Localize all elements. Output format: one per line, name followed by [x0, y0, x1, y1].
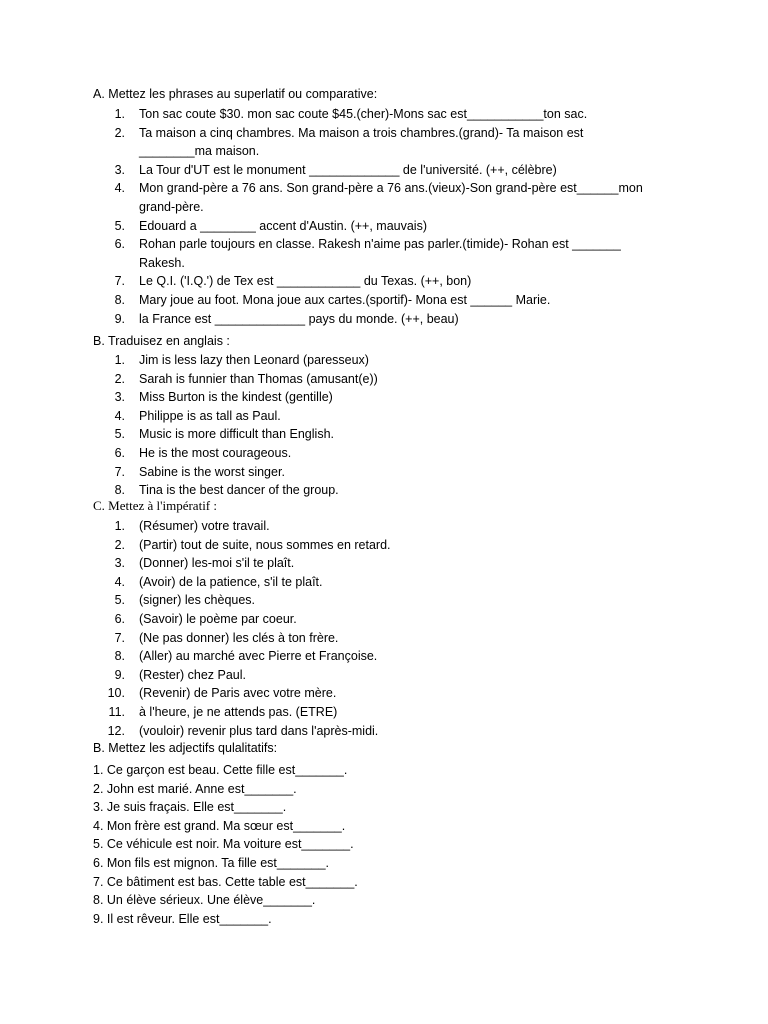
list-item: 4. Mon frère est grand. Ma sœur est_______. [93, 818, 346, 833]
item-text: (Savoir) le poème par coeur. [139, 611, 297, 626]
item-number: 7. [114, 464, 125, 479]
item-text: (Avoir) de la patience, s'il te plaît. [139, 574, 323, 589]
item-number: 6. [114, 445, 125, 460]
item-text: Ta maison a cinq chambres. Ma maison a trois chambres.(grand)- Ta maison est ________ma maison. [139, 125, 584, 159]
item-number: 2. [114, 125, 125, 140]
list-item: 1. Ce garçon est beau. Cette fille est_______. [93, 763, 348, 777]
list-item [0, 217, 768, 236]
item-text: (vouloir) revenir plus tard dans l'après-midi. [139, 723, 379, 738]
section-b-translate-list [0, 351, 768, 500]
item-number: 2. [114, 537, 125, 552]
list-item [0, 610, 768, 629]
item-text: (Donner) les-moi s'il te plaît. [139, 556, 295, 571]
item-text: (Partir) tout de suite, nous sommes en retard. [139, 537, 391, 552]
list-item [0, 291, 768, 310]
item-number: 1. [114, 107, 125, 121]
section-b-adjectives-list [93, 761, 358, 928]
list-item: 3. Je suis fraçais. Elle est_______. [93, 800, 287, 815]
item-text: Philippe is as tall as Paul. [139, 408, 281, 423]
item-number: 8. [114, 483, 125, 498]
item-number: 9. [114, 667, 125, 682]
item-number: 2. [114, 371, 125, 386]
list-item [0, 161, 768, 180]
item-number: 5. [114, 593, 125, 608]
list-item [0, 591, 768, 610]
item-text: (Résumer) votre travail. [139, 519, 270, 533]
item-text: (Revenir) de Paris avec votre mère. [139, 686, 337, 701]
list-item [0, 310, 768, 329]
item-number: 8. [114, 649, 125, 664]
list-item: 5. Ce véhicule est noir. Ma voiture est_______. [93, 837, 354, 852]
list-item [0, 444, 768, 463]
list-item [0, 179, 768, 216]
item-text: Miss Burton is the kindest (gentille) [139, 390, 333, 405]
item-number: 12. [107, 723, 125, 738]
list-item [0, 124, 768, 161]
item-text: la France est _____________ pays du monde. (++, beau) [139, 311, 459, 326]
list-item [0, 463, 768, 482]
item-text: Jim is less lazy then Leonard (paresseux) [139, 353, 369, 367]
section-b-translate-title: B. Traduisez en anglais : [93, 334, 230, 348]
item-number: 9. [114, 311, 125, 326]
item-text: Ton sac coute $30. mon sac coute $45.(cher)-Mons sac est___________ton sac. [139, 107, 588, 121]
item-number: 3. [114, 390, 125, 405]
list-item [0, 517, 768, 536]
item-text: Music is more difficult than English. [139, 427, 334, 442]
list-item [0, 629, 768, 648]
item-number: 5. [114, 427, 125, 442]
item-text: He is the most courageous. [139, 445, 292, 460]
list-item [0, 481, 768, 500]
item-text: (Rester) chez Paul. [139, 667, 246, 682]
item-number: 4. [114, 574, 125, 589]
section-c-title: C. Mettez à l'impératif : [93, 498, 217, 513]
list-item [0, 647, 768, 666]
item-text: Le Q.I. ('I.Q.') de Tex est ____________ du Texas. (++, bon) [139, 274, 472, 289]
item-text: (signer) les chèques. [139, 593, 256, 608]
list-item: 8. Un élève sérieux. Une élève_______. [93, 893, 316, 908]
item-text: Mary joue au foot. Mona joue aux cartes.(sportif)- Mona est ______ Marie. [139, 292, 551, 307]
list-item [0, 388, 768, 407]
list-item: 6. Mon fils est mignon. Ta fille est_______. [93, 855, 330, 870]
item-text: Tina is the best dancer of the group. [139, 483, 339, 498]
list-item: 2. John est marié. Anne est_______. [93, 781, 297, 796]
section-a-title: A. Mettez les phrases au superlatif ou comparative: [93, 87, 378, 101]
item-number: 3. [114, 556, 125, 571]
item-number: 10. [107, 686, 125, 701]
item-text: (Aller) au marché avec Pierre et Françoise. [139, 649, 378, 664]
section-c-list [0, 517, 768, 740]
item-text: Sarah is funnier than Thomas (amusant(e)) [139, 371, 378, 386]
item-number: 8. [114, 292, 125, 307]
item-number: 7. [114, 274, 125, 289]
list-item [0, 407, 768, 426]
list-item [0, 370, 768, 389]
list-item [0, 235, 768, 272]
list-item [0, 722, 768, 741]
item-number: 4. [114, 181, 125, 196]
list-item [0, 573, 768, 592]
item-text: Rohan parle toujours en classe. Rakesh n'aime pas parler.(timide)- Rohan est _______ Rakesh. [139, 237, 621, 270]
item-number: 5. [114, 218, 125, 233]
item-number: 1. [114, 353, 125, 367]
list-item [0, 703, 768, 722]
list-item [0, 666, 768, 685]
item-text: Mon grand-père a 76 ans. Son grand-père a 76 ans.(vieux)-Son grand-père est______mon grand-père. [139, 181, 643, 214]
item-text: Sabine is the worst singer. [139, 464, 285, 479]
list-item [0, 425, 768, 444]
list-item [0, 554, 768, 573]
item-number: 7. [114, 630, 125, 645]
section-b-adjectives-title: B. Mettez les adjectifs qulalitatifs: [93, 741, 278, 755]
item-text: (Ne pas donner) les clés à ton frère. [139, 630, 339, 645]
list-item [0, 684, 768, 703]
item-number: 3. [114, 162, 125, 177]
section-a-list [0, 105, 768, 328]
list-item [0, 351, 768, 370]
item-text: à l'heure, je ne attends pas. (ETRE) [139, 704, 338, 719]
list-item: 7. Ce bâtiment est bas. Cette table est_______. [93, 874, 358, 889]
item-number: 6. [114, 611, 125, 626]
item-text: La Tour d'UT est le monument _____________ de l'université. (++, célèbre) [139, 162, 557, 177]
list-item [0, 105, 768, 124]
item-number: 11. [108, 704, 125, 719]
list-item: 9. Il est rêveur. Elle est_______. [93, 911, 272, 926]
item-number: 6. [114, 237, 125, 252]
item-text: Edouard a ________ accent d'Austin. (++, mauvais) [139, 218, 427, 233]
item-number: 4. [114, 408, 125, 423]
list-item [0, 536, 768, 555]
list-item [0, 272, 768, 291]
item-number: 1. [114, 519, 125, 533]
